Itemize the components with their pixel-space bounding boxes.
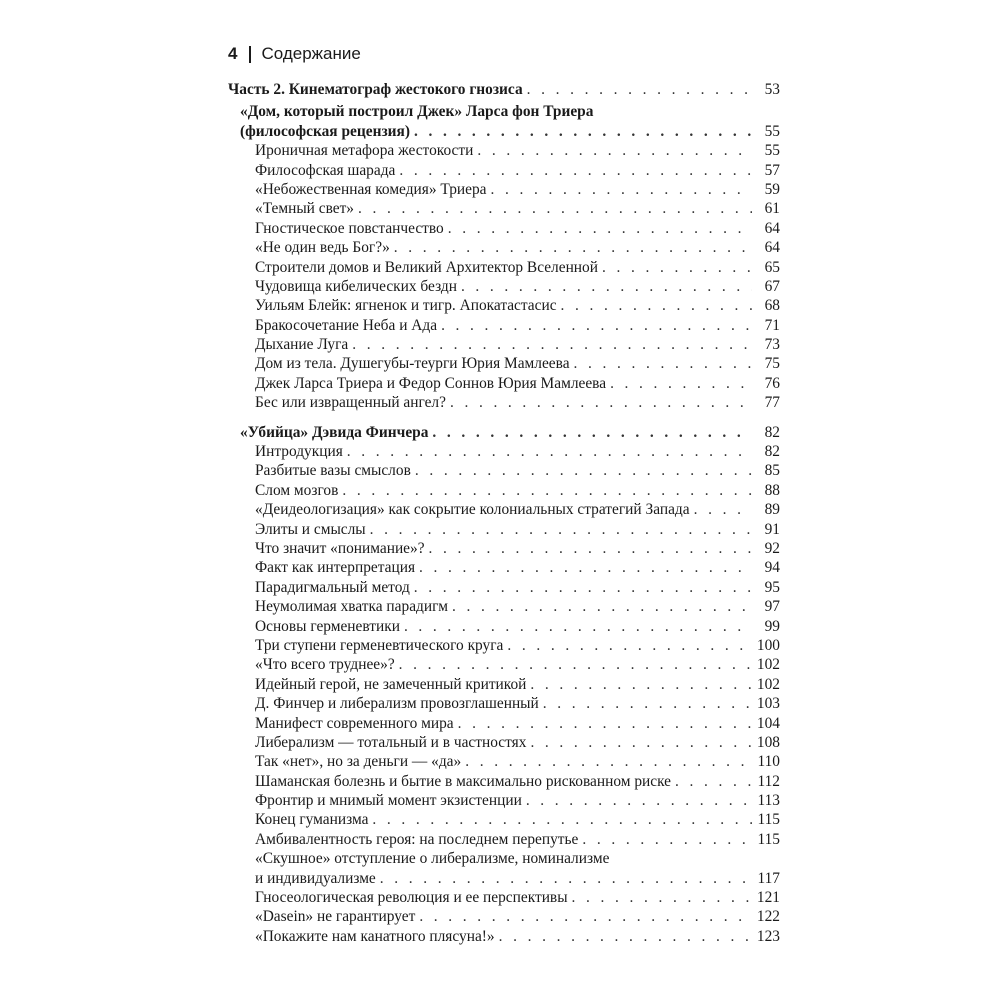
- section-page: 113: [757, 792, 780, 810]
- dot-leader: [429, 539, 752, 558]
- toc-section-entry[interactable]: [228, 888, 780, 907]
- toc-section-entry[interactable]: [228, 481, 780, 500]
- section-title: Чудовища кибелических бездн: [255, 277, 457, 295]
- toc-section-entry[interactable]: [228, 161, 780, 180]
- dot-leader: [415, 461, 752, 480]
- chapter-title: (философская рецензия): [240, 122, 410, 140]
- dot-leader: [675, 772, 752, 791]
- section-title: «Не один ведь Бог?»: [255, 239, 390, 257]
- part-title: Часть 2. Кинематограф жестокого гнозиса: [228, 81, 523, 98]
- toc-chapter-entry[interactable]: [228, 122, 780, 141]
- dot-leader: [458, 714, 752, 733]
- toc-section-entry[interactable]: [228, 597, 780, 616]
- dot-leader: [414, 122, 752, 141]
- toc-section-entry[interactable]: [228, 617, 780, 636]
- toc-section-entry[interactable]: [228, 461, 780, 480]
- toc-section-entry[interactable]: [228, 655, 780, 674]
- toc-section-entry[interactable]: [228, 791, 780, 810]
- dot-leader: [561, 296, 752, 315]
- section-title: Так «нет», но за деньги — «да»: [255, 753, 462, 771]
- running-header: [228, 44, 361, 64]
- section-title: Гностическое повстанчество: [255, 219, 444, 237]
- section-page: 103: [756, 695, 780, 713]
- toc-section-entry[interactable]: [228, 520, 780, 539]
- header-divider: [249, 46, 251, 63]
- section-title: «Темный свет»: [255, 200, 355, 218]
- section-page: 64: [764, 219, 780, 237]
- section-title: Дыхание Луга: [255, 336, 349, 354]
- section-page: 55: [764, 142, 780, 160]
- dot-leader: [574, 354, 752, 373]
- toc-section-entry[interactable]: [228, 374, 780, 393]
- dot-leader: [399, 161, 752, 180]
- section-title: Что значит «понимание»?: [255, 539, 425, 557]
- chapter-2-tail-list: [228, 888, 780, 946]
- section-title: Интродукция: [255, 443, 343, 461]
- section-title: Амбивалентность героя: на последнем перепутье: [255, 830, 579, 848]
- section-page: 68: [764, 297, 780, 315]
- section-page: 117: [757, 869, 780, 887]
- section-title: «Небожественная комедия» Триера: [255, 180, 487, 198]
- chapter-title: «Убийца» Дэвида Финчера: [240, 423, 429, 441]
- section-page: 88: [764, 481, 780, 499]
- dot-leader: [419, 907, 752, 926]
- section-title: Бес или извращенный ангел?: [255, 394, 446, 412]
- section-page: 95: [764, 578, 780, 596]
- dot-leader: [582, 830, 752, 849]
- section-title: Идейный герой, не замеченный критикой: [255, 675, 527, 693]
- section-page: 97: [764, 598, 780, 616]
- toc-section-entry[interactable]: [228, 810, 780, 829]
- section-title: «Dasein» не гарантирует: [255, 908, 416, 926]
- toc-section-title-line[interactable]: «Скушное» отступление о либерализме, номинализме: [255, 850, 610, 868]
- section-page: 65: [764, 258, 780, 276]
- section-title: Дом из тела. Душегубы-теурги Юрия Мамлеева: [255, 355, 570, 373]
- section-title: Шаманская болезнь и бытие в максимально рискованном риске: [255, 772, 672, 790]
- section-title: Строители домов и Великий Архитектор Вселенной: [255, 258, 598, 276]
- chapter-page: 82: [764, 423, 780, 441]
- section-title: Ироничная метафора жестокости: [255, 142, 474, 160]
- dot-leader: [477, 141, 752, 160]
- toc-section-entry[interactable]: [228, 907, 780, 926]
- dot-leader: [602, 258, 752, 277]
- toc-section-entry[interactable]: [228, 141, 780, 160]
- dot-leader: [694, 500, 752, 519]
- toc-section-entry[interactable]: [228, 180, 780, 199]
- toc-section-entry[interactable]: [228, 442, 780, 461]
- dot-leader: [572, 888, 752, 907]
- dot-leader: [610, 374, 752, 393]
- dot-leader: [414, 578, 752, 597]
- chapter-page: 55: [764, 122, 780, 140]
- toc-section-entry[interactable]: [228, 238, 780, 257]
- section-page: 61: [764, 200, 780, 218]
- dot-leader: [530, 733, 752, 752]
- section-title: «Покажите нам канатного плясуна!»: [255, 927, 495, 945]
- toc-section-entry[interactable]: [228, 335, 780, 354]
- toc-section-entry[interactable]: [228, 694, 780, 713]
- toc-section-entry[interactable]: [228, 258, 780, 277]
- dot-leader: [358, 199, 752, 218]
- dot-leader: [507, 636, 752, 655]
- section-title: Фронтир и мнимый момент экзистенции: [255, 792, 522, 810]
- section-title: Философская шарада: [255, 161, 396, 179]
- section-title: «Деидеологизация» как сокрытие колониальных стратегий Запада: [255, 501, 690, 519]
- chapter-1-section-list: [228, 141, 780, 412]
- section-page: 75: [764, 355, 780, 373]
- section-title: Либерализм — тотальный и в частностях: [255, 733, 527, 751]
- chapter-title-line[interactable]: «Дом, который построил Джек» Ларса фон Триера: [240, 103, 594, 121]
- chapter-2-section-list: [228, 442, 780, 849]
- section-page: 57: [764, 161, 780, 179]
- dot-leader: [490, 180, 752, 199]
- section-page: 122: [756, 908, 780, 926]
- section-page: 73: [764, 336, 780, 354]
- section-page: 94: [764, 559, 780, 577]
- toc-section-entry[interactable]: [228, 296, 780, 315]
- toc-section-entry[interactable]: [228, 869, 780, 888]
- section-title: Элиты и смыслы: [255, 520, 366, 538]
- section-page: 59: [764, 180, 780, 198]
- section-page: 110: [757, 753, 780, 771]
- section-title: Джек Ларса Триера и Федор Соннов Юрия Мамлеева: [255, 374, 607, 392]
- section-title: Основы герменевтики: [255, 617, 400, 635]
- section-page: 91: [764, 520, 780, 538]
- toc-section-entry[interactable]: [228, 733, 780, 752]
- toc-section-entry[interactable]: [228, 277, 780, 296]
- section-title: Три ступени герменевтического круга: [255, 636, 504, 654]
- dot-leader: [526, 791, 752, 810]
- dot-leader: [441, 316, 752, 335]
- toc-section-entry[interactable]: [228, 752, 780, 771]
- dot-leader: [450, 393, 752, 412]
- toc-section-entry[interactable]: [228, 539, 780, 558]
- section-page: 108: [756, 733, 780, 751]
- dot-leader: [352, 335, 752, 354]
- table-of-contents: [228, 80, 780, 946]
- section-page: 104: [756, 714, 780, 732]
- dot-leader: [404, 617, 752, 636]
- section-page: 76: [764, 374, 780, 392]
- section-page: 85: [764, 462, 780, 480]
- dot-leader: [380, 869, 752, 888]
- header-title: Содержание: [261, 44, 361, 63]
- toc-section-entry[interactable]: [228, 578, 780, 597]
- toc-section-entry[interactable]: [228, 393, 780, 412]
- part-page: 53: [764, 81, 780, 98]
- section-page: 115: [757, 811, 780, 829]
- section-title: и индивидуализме: [255, 869, 376, 887]
- dot-leader: [419, 558, 752, 577]
- dot-leader: [530, 675, 752, 694]
- dot-leader: [452, 597, 752, 616]
- section-title: Бракосочетание Неба и Ада: [255, 316, 438, 334]
- section-title: Гносеологическая революция и ее перспективы: [255, 889, 568, 907]
- toc-section-entry[interactable]: [228, 354, 780, 373]
- toc-section-entry[interactable]: [228, 772, 780, 791]
- section-title: Разбитые вазы смыслов: [255, 462, 411, 480]
- section-page: 115: [757, 830, 780, 848]
- section-page: 99: [764, 617, 780, 635]
- section-title: Конец гуманизма: [255, 811, 369, 829]
- dot-leader: [399, 655, 752, 674]
- section-title: Уильям Блейк: ягненок и тигр. Апокатастасис: [255, 297, 557, 315]
- dot-leader: [461, 277, 752, 296]
- section-title: Манифест современного мира: [255, 714, 454, 732]
- section-title: Д. Финчер и либерализм провозглашенный: [255, 695, 539, 713]
- dot-leader: [465, 752, 752, 771]
- section-page: 67: [764, 277, 780, 295]
- section-page: 77: [764, 394, 780, 412]
- section-page: 100: [756, 636, 780, 654]
- section-title: Неумолимая хватка парадигм: [255, 598, 448, 616]
- section-page: 123: [756, 927, 780, 945]
- dot-leader: [342, 481, 752, 500]
- dot-leader: [432, 423, 752, 442]
- dot-leader: [527, 80, 752, 99]
- section-title: «Что всего труднее»?: [255, 656, 395, 674]
- dot-leader: [448, 219, 752, 238]
- dot-leader: [347, 442, 752, 461]
- toc-section-entry[interactable]: [228, 316, 780, 335]
- section-title: Парадигмальный метод: [255, 578, 410, 596]
- section-page: 121: [756, 889, 780, 907]
- section-page: 92: [764, 539, 780, 557]
- dot-leader: [499, 927, 752, 946]
- section-page: 64: [764, 239, 780, 257]
- toc-section-entry[interactable]: [228, 558, 780, 577]
- toc-section-entry[interactable]: [228, 927, 780, 946]
- section-title: Слом мозгов: [255, 481, 339, 499]
- section-page: 71: [764, 316, 780, 334]
- section-page: 89: [764, 501, 780, 519]
- toc-section-entry[interactable]: [228, 714, 780, 733]
- section-page: 102: [756, 656, 780, 674]
- toc-section-entry[interactable]: [228, 199, 780, 218]
- dot-leader: [370, 520, 752, 539]
- dot-leader: [372, 810, 752, 829]
- section-page: 102: [756, 675, 780, 693]
- dot-leader: [394, 238, 752, 257]
- dot-leader: [543, 694, 752, 713]
- toc-section-entry[interactable]: [228, 636, 780, 655]
- toc-section-entry[interactable]: [228, 500, 780, 519]
- toc-section-entry[interactable]: [228, 675, 780, 694]
- toc-part-entry[interactable]: [228, 80, 780, 99]
- section-page: 112: [757, 772, 780, 790]
- page-number: 4: [228, 44, 238, 63]
- section-page: 82: [764, 443, 780, 461]
- toc-section-entry[interactable]: [228, 830, 780, 849]
- toc-chapter-entry[interactable]: [228, 423, 780, 442]
- section-title: Факт как интерпретация: [255, 559, 416, 577]
- toc-section-entry[interactable]: [228, 219, 780, 238]
